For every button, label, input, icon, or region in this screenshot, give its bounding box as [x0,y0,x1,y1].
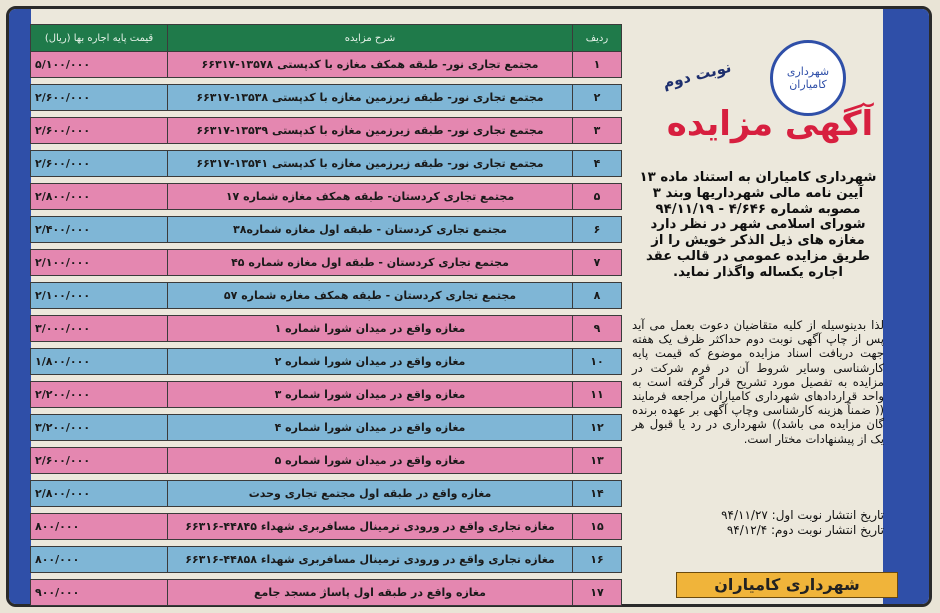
header-index: ردیف [573,25,622,52]
row-gap-cell [31,177,622,184]
row-price: ۳/۲۰۰/۰۰۰ [31,415,168,441]
row-price: ۲/۶۰۰/۰۰۰ [31,85,168,111]
header-description: شرح مزایده [168,25,573,52]
row-price: ۱/۸۰۰/۰۰۰ [31,349,168,375]
notice-body: لذا بدینوسیله از کلیه متقاضیان دعوت بعمل می آید پس از چاپ آگهی نوبت دوم حداکثر ظرف یک هفته جهت دریافت اسناد مزایده موضوع که قیمت پایه کارشناسی وسایر شروط آن در فرم شرکت در مزایده به تفصیل مورد تشریح قرار گرفته است به واحد قراردادهای شهرداری کامیاران مراجعه فرمایند (( ضمناً هزینه کارشناسی وچاپ آگهی بر عهده برنده گان مزایده می باشد)) شهرداری در رد یا قبول هر یک از پیشنهادات مختار است. [632,318,884,446]
table-row [31,481,622,507]
row-index: ۱۰ [573,349,622,375]
row-index: ۱۳ [573,448,622,474]
row-gap-cell [31,111,622,118]
row-price: ۲/۶۰۰/۰۰۰ [31,118,168,144]
table-row [31,184,622,210]
notice-title: آگهی مزایده [666,104,874,144]
date-first: تاریخ انتشار نوبت اول: ۹۴/۱۱/۲۷ [721,508,884,522]
row-index: ۸ [573,283,622,309]
row-gap [31,507,622,514]
row-description: مغازه واقع در میدان شورا شماره ۴ [168,415,573,441]
row-description: مغازه واقع در میدان شورا شماره ۱ [168,316,573,342]
row-gap-cell [31,540,622,547]
row-description: مجتمع تجاری نور- طبقه زیرزمین مغازه با کدپستی ۱۳۵۳۹-۶۶۳۱۷ [168,118,573,144]
row-gap-cell [31,243,622,250]
table-row [31,415,622,441]
table-row [31,448,622,474]
row-gap-cell [31,408,622,415]
row-price: ۹۰۰/۰۰۰ [31,580,168,606]
row-index: ۵ [573,184,622,210]
table-row [31,118,622,144]
row-gap [31,441,622,448]
row-gap [31,573,622,580]
row-description: مغازه تجاری واقع در ورودی ترمینال مسافربری شهداء ۴۴۸۴۵-۶۶۳۱۶ [168,514,573,540]
row-description: مجتمع تجاری کردستان - طبقه اول مغازه شماره۳۸ [168,217,573,243]
row-gap [31,474,622,481]
row-description: مجتمع تجاری نور- طبقه زیرزمین مغازه با کدپستی ۱۳۵۴۱-۶۶۳۱۷ [168,151,573,177]
table-row [31,514,622,540]
row-gap-cell [31,309,622,316]
row-gap [31,540,622,547]
publication-dates [632,508,884,538]
table-row [31,382,622,408]
row-gap [31,144,622,151]
table-row [31,547,622,573]
row-index: ۱۷ [573,580,622,606]
row-price: ۵/۱۰۰/۰۰۰ [31,52,168,78]
notice-intro: شهرداری کامیاران به استناد ماده ۱۳ آیین نامه مالی شهرداریها وبند ۳ مصوبه شماره ۴/۶۴۶ - ۹۴/۱۱/۱۹ شورای اسلامی شهر در نظر دارد مغازه های ذیل الذکر خویش را از طریق مزایده عمومی در قالب عقد اجاره یکساله واگذار نماید. [639,170,877,280]
row-gap-cell [31,342,622,349]
row-gap [31,177,622,184]
row-price: ۲/۶۰۰/۰۰۰ [31,151,168,177]
table-row [31,217,622,243]
row-gap [31,243,622,250]
row-description: مغازه واقع در طبقه اول پاساژ مسجد جامع [168,580,573,606]
row-description: مغازه واقع در طبقه اول مجتمع تجاری وحدت [168,481,573,507]
row-index: ۱۴ [573,481,622,507]
row-gap [31,408,622,415]
row-gap [31,78,622,85]
table-row [31,316,622,342]
row-gap-cell [31,375,622,382]
row-index: ۱۱ [573,382,622,408]
row-gap [31,342,622,349]
row-index: ۳ [573,118,622,144]
row-description: مغازه تجاری واقع در ورودی ترمینال مسافربری شهداء ۴۴۸۵۸-۶۶۳۱۶ [168,547,573,573]
row-price: ۲/۸۰۰/۰۰۰ [31,481,168,507]
header-price: قیمت پایه اجاره بها (ریال) [31,25,168,52]
row-gap-cell [31,276,622,283]
row-price: ۲/۸۰۰/۰۰۰ [31,184,168,210]
row-description: مجتمع تجاری نور- طبقه همکف مغازه با کدپستی ۱۳۵۷۸-۶۶۳۱۷ [168,52,573,78]
table-row [31,349,622,375]
row-gap-cell [31,507,622,514]
row-price: ۲/۱۰۰/۰۰۰ [31,250,168,276]
row-gap-cell [31,210,622,217]
row-description: مجتمع تجاری کردستان - طبقه اول مغازه شماره ۴۵ [168,250,573,276]
auction-table [30,24,622,606]
row-price: ۲/۲۰۰/۰۰۰ [31,382,168,408]
row-index: ۱۵ [573,514,622,540]
row-gap-cell [31,78,622,85]
table-header-row [31,25,622,52]
table-row [31,52,622,78]
row-description: مجتمع تجاری کردستان- طبقه همکف مغازه شماره ۱۷ [168,184,573,210]
row-index: ۹ [573,316,622,342]
logo-text: شهرداری کامیاران [786,65,830,91]
decorative-band-right [883,9,929,604]
row-index: ۱۶ [573,547,622,573]
row-price: ۳/۰۰۰/۰۰۰ [31,316,168,342]
row-gap-cell [31,144,622,151]
row-description: مغازه واقع در میدان شورا شماره ۵ [168,448,573,474]
row-price: ۸۰۰/۰۰۰ [31,514,168,540]
table-row [31,250,622,276]
row-price: ۲/۴۰۰/۰۰۰ [31,217,168,243]
row-gap [31,375,622,382]
row-description: مغازه واقع در میدان شورا شماره ۳ [168,382,573,408]
table-row [31,580,622,606]
row-gap [31,111,622,118]
row-index: ۲ [573,85,622,111]
decorative-band-left [9,9,31,604]
row-gap [31,309,622,316]
row-index: ۴ [573,151,622,177]
row-gap-cell [31,573,622,580]
row-gap [31,210,622,217]
row-gap [31,276,622,283]
row-description: مغازه واقع در میدان شورا شماره ۲ [168,349,573,375]
table-row [31,85,622,111]
row-price: ۲/۱۰۰/۰۰۰ [31,283,168,309]
row-description: مجتمع تجاری نور- طبقه زیرزمین مغازه با کدپستی ۱۳۵۳۸-۶۶۳۱۷ [168,85,573,111]
date-second: تاریخ انتشار نوبت دوم: ۹۴/۱۲/۴ [726,523,884,537]
footer-banner: شهرداری کامیاران [676,572,898,598]
row-description: مجتمع تجاری کردستان - طبقه همکف مغازه شماره ۵۷ [168,283,573,309]
row-gap-cell [31,474,622,481]
table-row [31,151,622,177]
row-index: ۱۲ [573,415,622,441]
row-index: ۱ [573,52,622,78]
row-price: ۸۰۰/۰۰۰ [31,547,168,573]
table-row [31,283,622,309]
row-gap-cell [31,441,622,448]
row-index: ۷ [573,250,622,276]
row-price: ۲/۶۰۰/۰۰۰ [31,448,168,474]
turn-label: نوبت دوم [660,57,733,93]
row-index: ۶ [573,217,622,243]
